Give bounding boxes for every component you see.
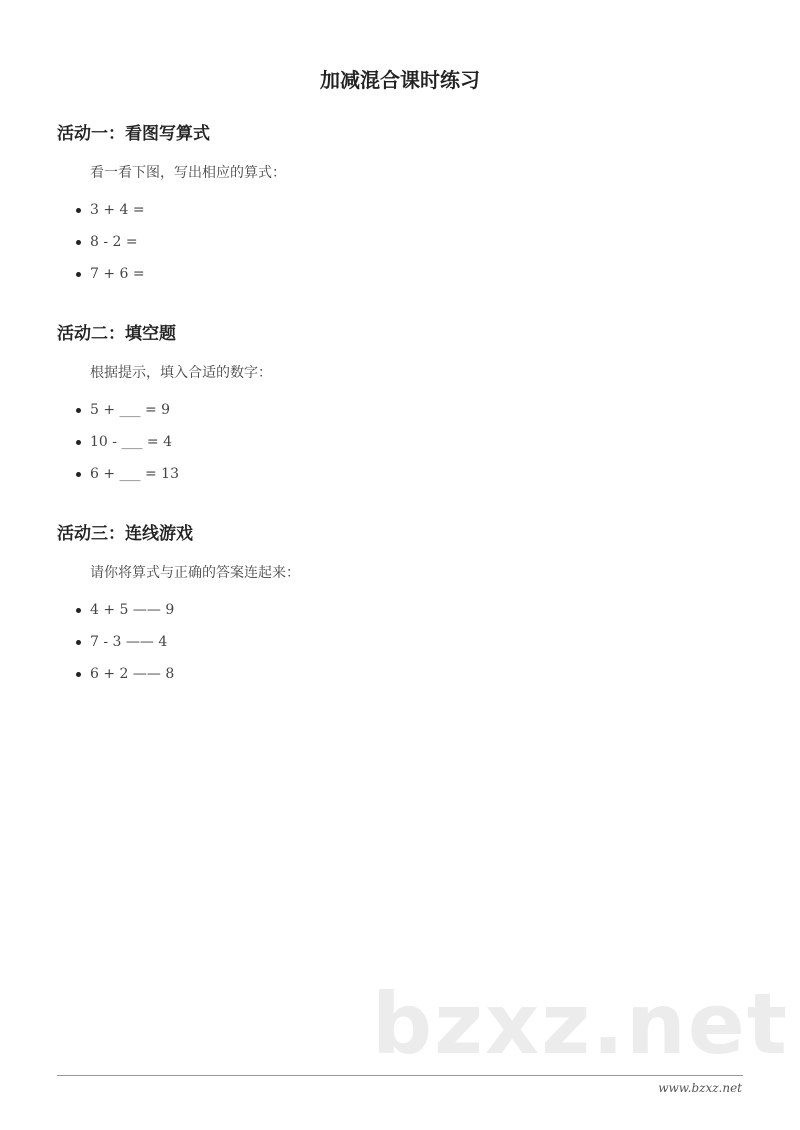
bullet-icon (76, 472, 81, 477)
bullet-icon (76, 408, 81, 413)
exercise-text: 6 + 2 —— 8 (90, 666, 175, 682)
list-item (57, 626, 747, 658)
section-activity-1 (57, 122, 747, 290)
footer-divider (57, 1075, 743, 1076)
watermark: bzxz.net (372, 975, 789, 1073)
exercise-list (57, 594, 747, 690)
list-item (57, 194, 747, 226)
exercise-text: 10 - ___ = 4 (90, 434, 172, 450)
footer-url: www.bzxz.net (658, 1081, 742, 1095)
section-heading: 活动二：填空题 (57, 324, 176, 344)
page-title: 加减混合课时练习 (320, 68, 480, 92)
section-instruction: 请你将算式与正确的答案连起来： (90, 565, 300, 581)
exercise-text: 6 + ___ = 13 (90, 466, 179, 482)
list-item (57, 226, 747, 258)
bullet-icon (76, 240, 81, 245)
list-item (57, 458, 747, 490)
bullet-icon (76, 640, 81, 645)
exercise-text: 7 - 3 —— 4 (90, 634, 168, 650)
bullet-icon (76, 608, 81, 613)
list-item (57, 258, 747, 290)
exercise-list (57, 394, 747, 490)
section-activity-2 (57, 322, 747, 490)
exercise-text: 3 + 4 = (90, 202, 145, 218)
section-activity-3 (57, 522, 747, 690)
exercise-text: 4 + 5 —— 9 (90, 602, 175, 618)
exercise-list (57, 194, 747, 290)
exercise-text: 5 + ___ = 9 (90, 402, 171, 418)
list-item (57, 426, 747, 458)
exercise-text: 8 - 2 = (90, 234, 138, 250)
list-item (57, 658, 747, 690)
section-instruction: 根据提示，填入合适的数字： (90, 365, 272, 381)
section-heading: 活动三：连线游戏 (57, 524, 193, 544)
list-item (57, 594, 747, 626)
list-item (57, 394, 747, 426)
section-instruction: 看一看下图，写出相应的算式： (90, 165, 286, 181)
bullet-icon (76, 672, 81, 677)
bullet-icon (76, 440, 81, 445)
section-heading: 活动一：看图写算式 (57, 124, 210, 144)
bullet-icon (76, 208, 81, 213)
bullet-icon (76, 272, 81, 277)
exercise-text: 7 + 6 = (90, 266, 145, 282)
